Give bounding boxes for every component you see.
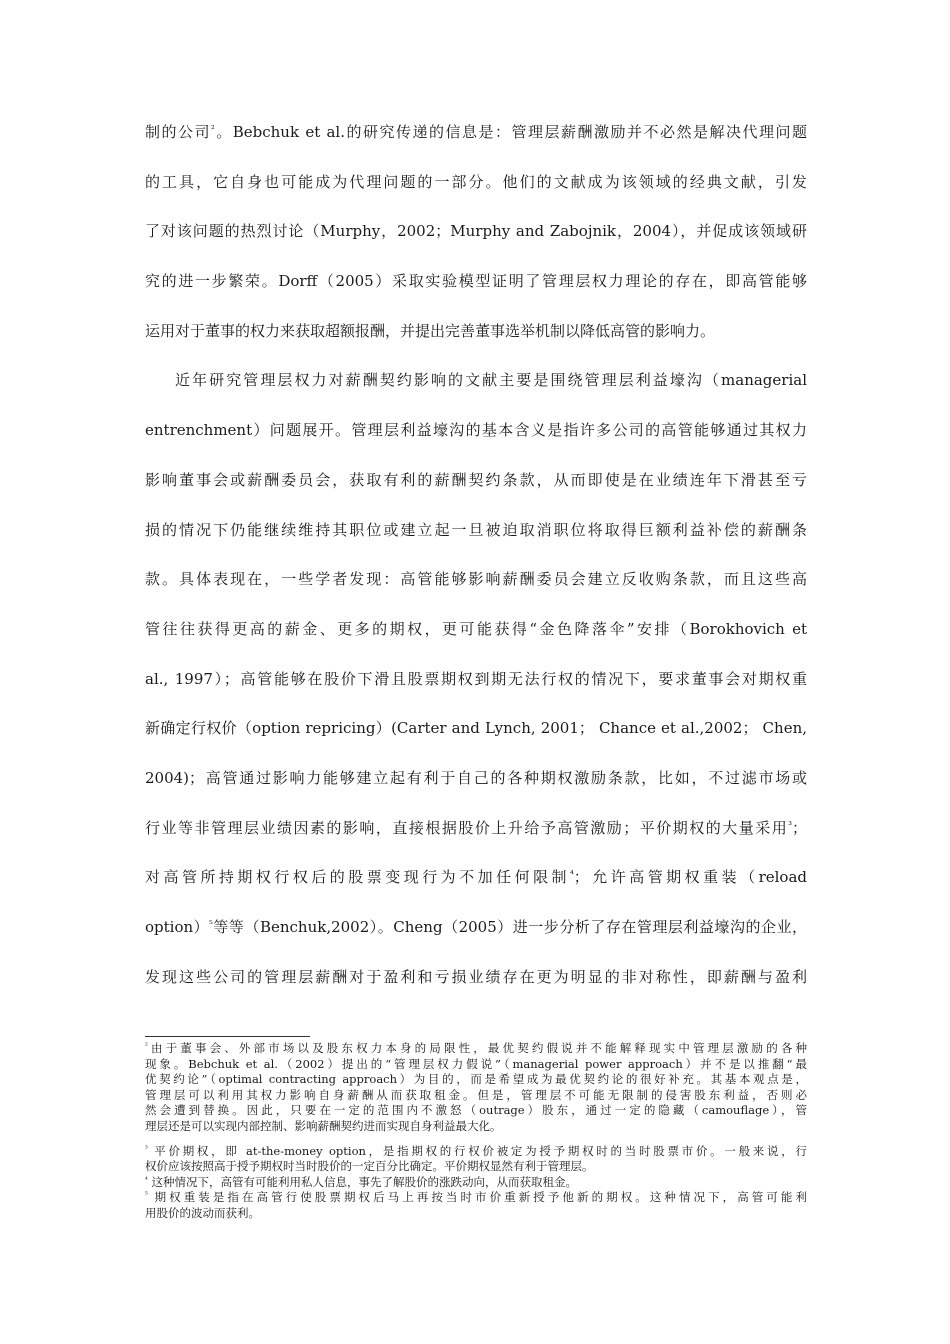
body-line: entrenchment）问题展开。管理层利益壕沟的基本含义是指许多公司的高管能够通过其权力 — [145, 421, 807, 440]
footnote-3-line — [145, 1144, 807, 1160]
footnote-marker-5: ⁵ — [145, 1190, 148, 1200]
footnote-2-line: 然会遭到替换。因此，只要在一定的范围内不激怒（outrage）股东，通过一定的隐藏（camouflage），管 — [145, 1103, 807, 1118]
body-text-run: 制的公司 — [145, 123, 211, 141]
body-line: 究的进一步繁荣。Dorff（2005）采取实验模型证明了管理层权力理论的存在，即高管能够 — [145, 272, 807, 291]
footnote-ref-2[interactable]: ² — [211, 123, 215, 135]
body-line: 2004)；高管通过影响力能够建立起有利于自己的各种期权激励条款，比如，不过滤市场或 — [145, 768, 807, 787]
body-line: 新确定行权价（option repricing）(Carter and Lynch, 2001； Chance et al.,2002； Chen, — [145, 719, 807, 738]
body-text-run: 等等（Benchuk,2002）。Cheng（2005）进一步分析了存在管理层利益壕沟的企业， — [212, 918, 807, 936]
footnote-marker-4: ⁴ — [145, 1174, 148, 1184]
footnote-4-line — [145, 1175, 807, 1191]
footnote-marker-3: ³ — [145, 1143, 148, 1153]
main-body-text — [145, 108, 807, 1002]
body-line — [145, 853, 807, 903]
footnotes-section — [145, 1041, 807, 1222]
footnote-3-line: 权价应该按照高于授予期权时当时股价的一定百分比确定。平价期权显然有利于管理层。 — [145, 1159, 594, 1174]
footnote-text-run: 这种情况下，高管有可能利用私人信息，事先了解股价的涨跌动向，从而获取租金。 — [147, 1174, 578, 1189]
footnote-2-line: 优契约论”（optimal contracting approach）为目的，而是希望成为最优契约论的很好补充。其基本观点是， — [145, 1072, 807, 1087]
body-line — [145, 804, 807, 854]
footnote-text-run: 平价期权，即 at-the-money option，是指期权的行权价被定为授予期权时的当时股票市价。一般来说，行 — [147, 1143, 807, 1158]
footnote-ref-3[interactable]: ³ — [788, 819, 792, 831]
body-text-run: option） — [145, 918, 210, 936]
body-text-run: 。Bebchuk et al.的研究传递的信息是：管理层薪酬激励并不必然是解决代理问题 — [214, 123, 807, 141]
footnote-text-run: 期权重装是指在高管行使股票期权后马上再按当时市价重新授予他新的期权。这种情况下，高管可能利 — [147, 1190, 807, 1205]
body-line: 款。具体表现在，一些学者发现：高管能够影响薪酬委员会建立反收购条款，而且这些高 — [145, 570, 807, 589]
body-line-paragraph-start: 近年研究管理层权力对薪酬契约影响的文献主要是围绕管理层利益壕沟（managerial — [175, 371, 807, 390]
footnote-separator — [145, 1036, 310, 1037]
body-line: 了对该问题的热烈讨论（Murphy，2002；Murphy and Zabojnik，2004），并促成该领域研 — [145, 222, 807, 241]
footnote-5-line — [145, 1190, 807, 1206]
body-text-run: ；允许高管期权重装（reload — [573, 868, 807, 887]
body-line — [145, 903, 807, 953]
footnote-5-line: 用股价的波动而获利。 — [145, 1205, 260, 1220]
body-line: 的工具，它自身也可能成为代理问题的一部分。他们的文献成为该领域的经典文献，引发 — [145, 172, 807, 191]
body-line: 管往往获得更高的薪金、更多的期权，更可能获得“金色降落伞”安排（Borokhovich et — [145, 619, 807, 638]
body-line: al., 1997）；高管能够在股价下滑且股票期权到期无法行权的情况下，要求董事会对期权重 — [145, 669, 807, 688]
footnote-text-run: 由于董事会、外部市场以及股东权力本身的局限性，最优契约假说并不能解释现实中管理层激励的各种 — [147, 1041, 807, 1055]
footnote-2-line: 理层还是可以实现内部控制、影响薪酬契约进而实现自身利益最大化。 — [145, 1118, 502, 1133]
body-text-run: 对高管所持期权行权后的股票变现行为不加任何限制 — [145, 868, 571, 887]
body-text-run: 行业等非管理层业绩因素的影响，直接根据股价上升给予高管激励；平价期权的大量采用 — [145, 818, 789, 837]
footnote-ref-5[interactable]: ⁵ — [209, 918, 213, 930]
footnote-spacer — [145, 1135, 807, 1144]
body-line: 损的情况下仍能继续维持其职位或建立起一旦被迫取消职位将取得巨额利益补偿的薪酬条 — [145, 520, 807, 539]
footnote-2-line: 管理层可以利用其权力影响自身薪酬从而获取租金。但是，管理层不可能无限制的侵害股东利益，否则必 — [145, 1087, 807, 1102]
footnote-marker-2: ² — [145, 1041, 148, 1051]
body-line: 运用对于董事的权力来获取超额报酬，并提出完善董事选举机制以降低高管的影响力。 — [145, 321, 716, 340]
footnote-2-line: 现象。Bebchuk et al.（2002）提出的“管理层权力假说”（managerial power approach）并不是以推翻“最 — [145, 1056, 807, 1071]
body-line — [145, 108, 807, 158]
body-line: 影响董事会或薪酬委员会，获取有利的薪酬契约条款，从而即使是在业绩连年下滑甚至亏 — [145, 470, 807, 489]
body-line: 发现这些公司的管理层薪酬对于盈利和亏损业绩存在更为明显的非对称性，即薪酬与盈利 — [145, 967, 807, 986]
footnote-ref-4[interactable]: ⁴ — [570, 869, 574, 881]
footnote-2-line — [145, 1041, 807, 1057]
body-text-run: ； — [791, 818, 807, 837]
